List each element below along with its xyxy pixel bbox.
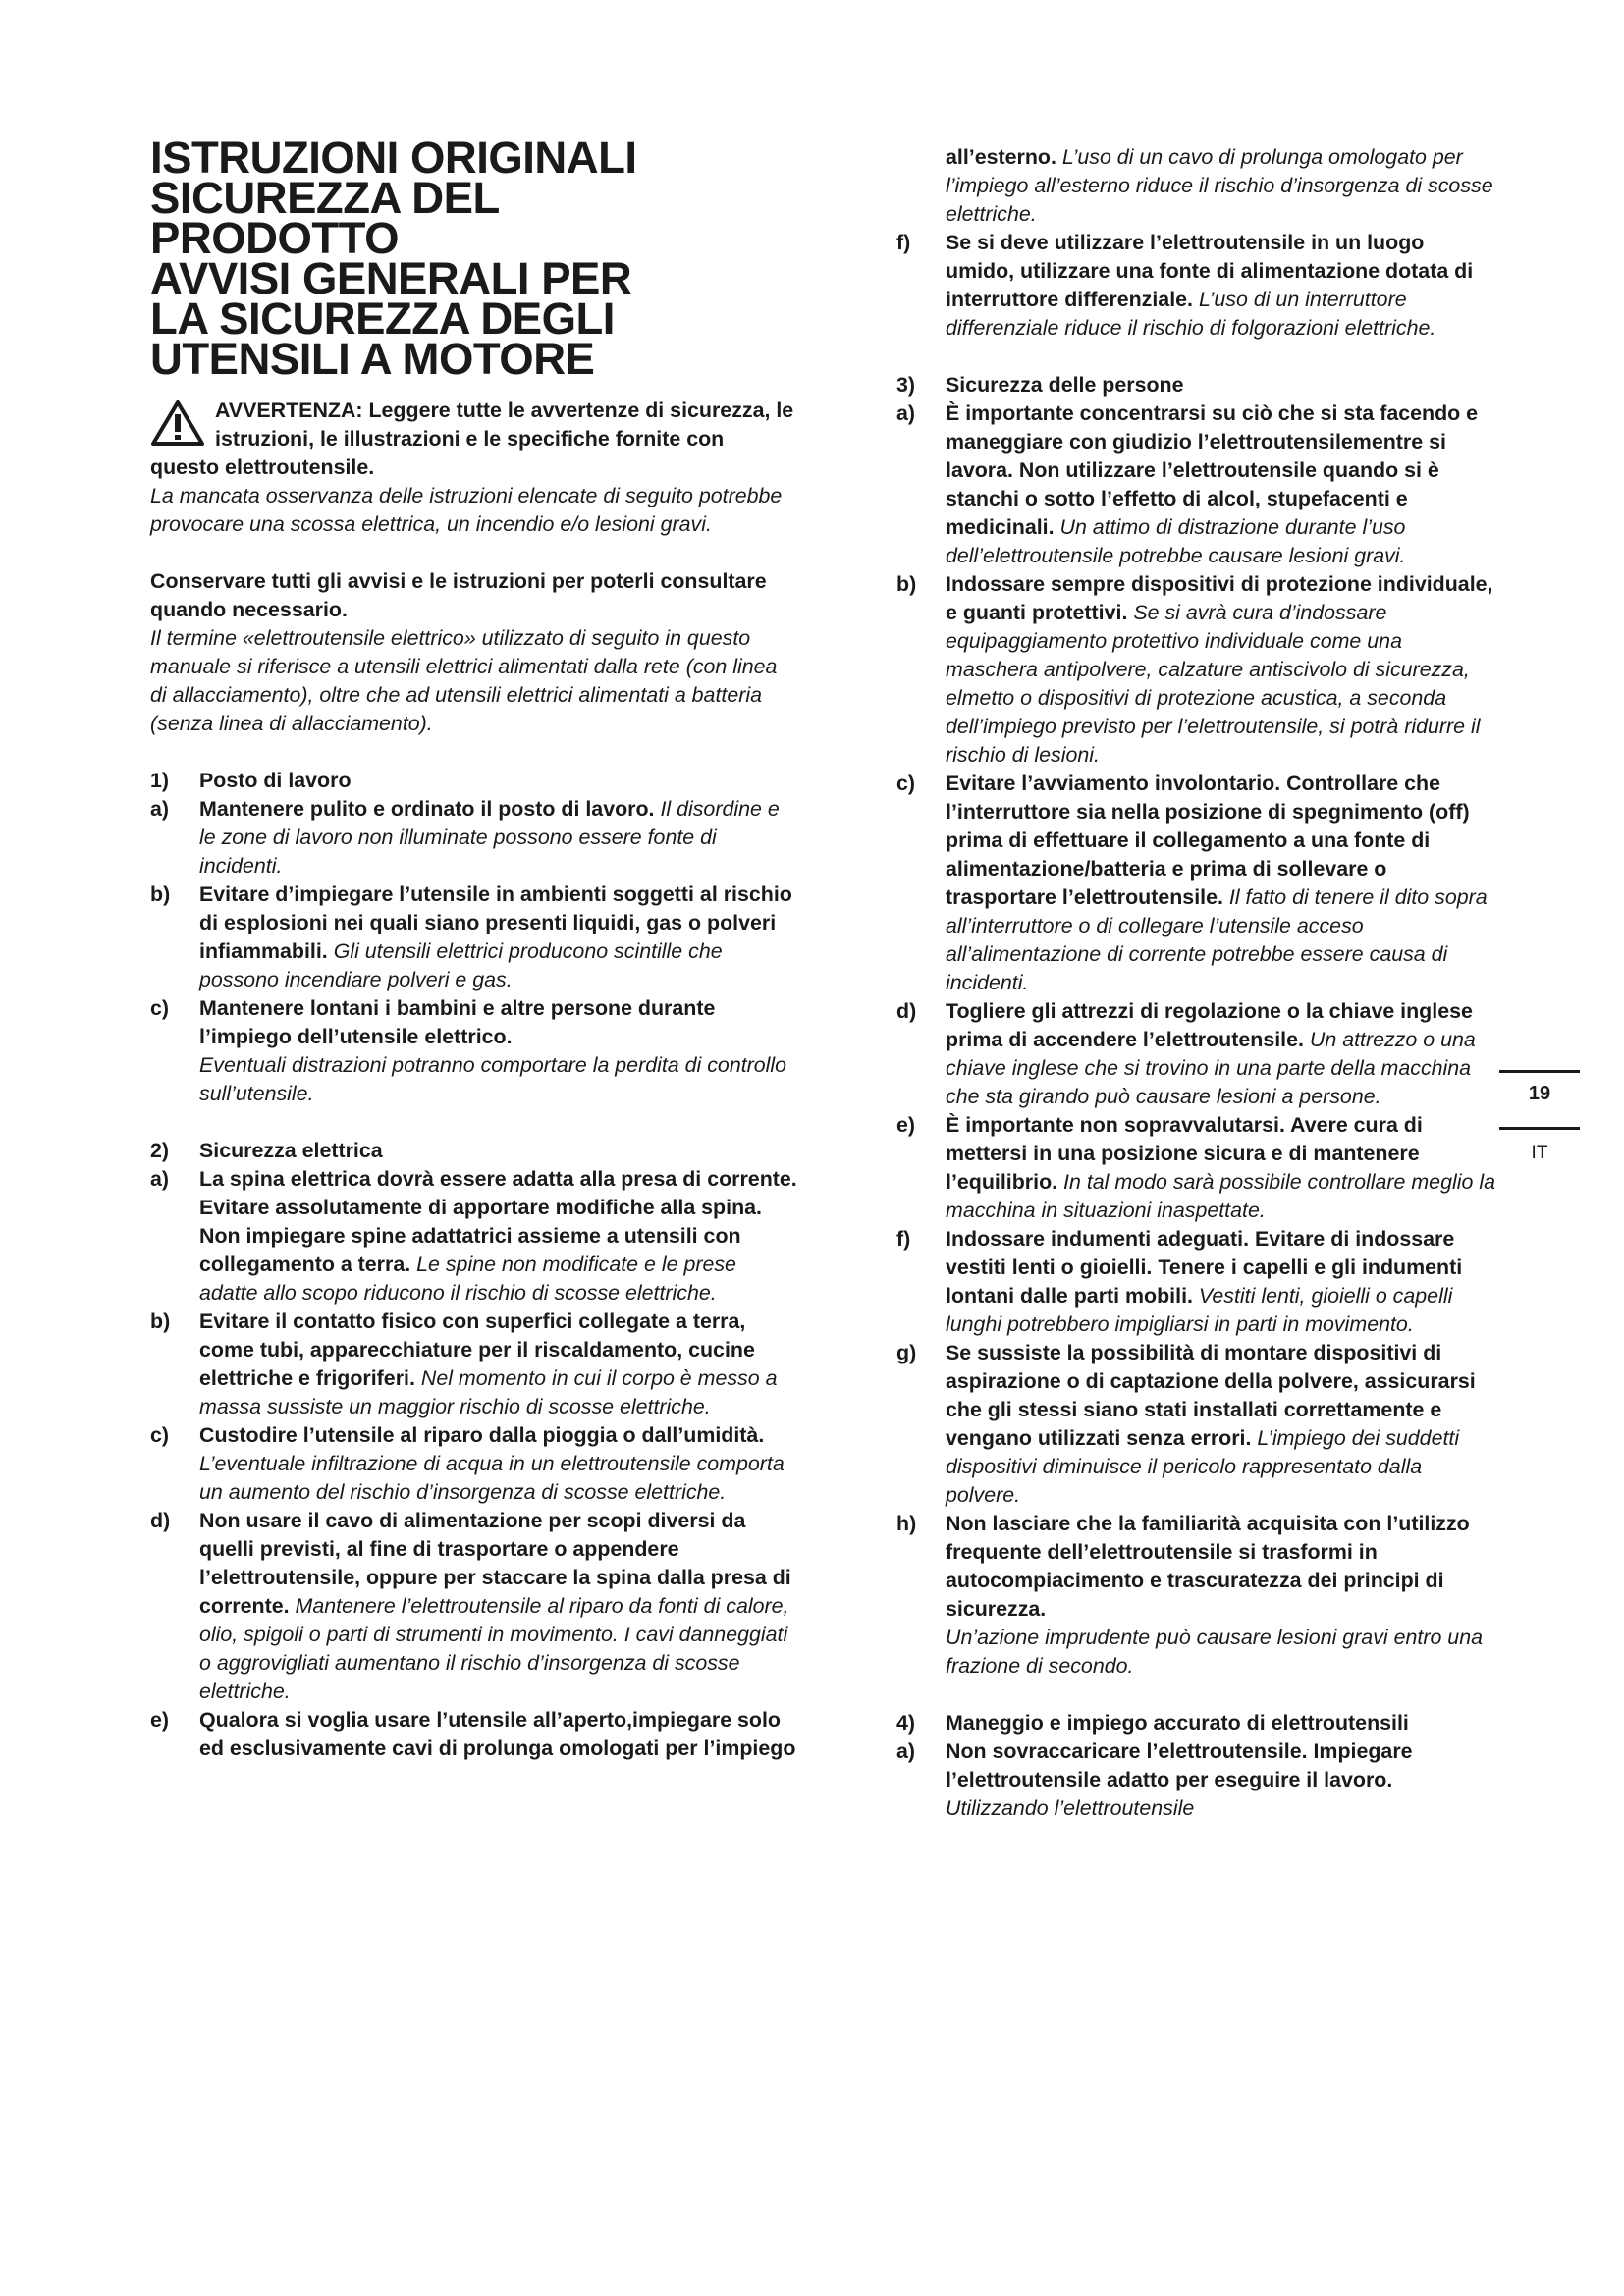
item-note: L’eventuale infiltrazione di acqua in un elettroutensile comporta un aumento del rischio d’insorgenza di scosse elettriche. [199, 1452, 785, 1504]
item-label: b) [896, 572, 917, 596]
item-bold: Togliere gli attrezzi di regolazione o la chiave inglese prima di accendere l’elettroutensile. [946, 999, 1473, 1051]
item-label: d) [896, 999, 917, 1023]
item-label: d) [150, 1509, 171, 1532]
list-item [896, 1737, 1495, 1823]
page-title [150, 133, 798, 384]
item-note: Il disordine e le zone di lavoro non illuminate possono essere fonte di incidenti. [199, 797, 780, 878]
list-item [150, 1507, 798, 1706]
item-label: c) [150, 1423, 170, 1447]
item-note: L’uso di un cavo di prolunga omologato per l’impiego all’esterno riduce il rischio d’insorgenza di scosse elettriche. [946, 145, 1493, 226]
item-bold: Mantenere pulito e ordinato il posto di lavoro. [199, 797, 655, 821]
item-note: L’uso di un interruttore differenziale riduce il rischio di folgorazioni elettriche. [946, 288, 1436, 340]
section-title: Maneggio e impiego accurato di elettroutensili [946, 1711, 1409, 1735]
item-bold: È importante concentrarsi su ciò che si sta facendo e maneggiare con giudizio l’elettroutensilementre si lavora. Non utilizzare l’elettroutensile quando si è stanchi o sotto l’effetto di alcol, stupefacenti e medicinali. [946, 401, 1479, 539]
list-item [150, 1706, 798, 1763]
item-note: L’impiego dei suddetti dispositivi diminuisce il pericolo rappresentato dalla polvere. [946, 1426, 1460, 1507]
item-label: c) [896, 772, 916, 795]
list-item-continuation [896, 143, 1495, 229]
list-item [150, 1165, 798, 1308]
item-bold: Indossare sempre dispositivi di protezione individuale, e guanti protettivi. [946, 572, 1493, 624]
section-title: Posto di lavoro [199, 769, 352, 792]
item-label: b) [150, 882, 171, 906]
item-note: Il fatto di tenere il dito sopra all’interruttore o di collegare l’utensile acceso all’alimentazione di corrente potrebbe essere causa di incidenti. [946, 885, 1488, 994]
list-item [150, 1308, 798, 1421]
item-note: Eventuali distrazioni potranno comportare la perdita di controllo sull’utensile. [199, 1053, 787, 1105]
item-note: Un attrezzo o una chiave inglese che si trovino in una parte della macchina che sta girando può causare lesioni a persone. [946, 1028, 1476, 1108]
item-label: c) [150, 996, 170, 1020]
page-marker-divider [1499, 1070, 1580, 1073]
item-bold: Evitare l’avviamento involontario. Controllare che l’interruttore sia nella posizione di spegnimento (off) prima di effettuare il collegamento a una fonte di alimentazione/batteria e prima di sollevare o trasportare l’elettroutensile. [946, 772, 1470, 909]
item-label: a) [150, 1167, 170, 1191]
item-note: Gli utensili elettrici producono scintille che possono incendiare polveri e gas. [199, 939, 723, 991]
section-number: 4) [896, 1711, 916, 1735]
language-code: IT [1531, 1143, 1548, 1163]
title-line: AVVISI GENERALI PER [150, 253, 632, 303]
item-note: Vestiti lenti, gioielli o capelli lunghi potrebbero impigliarsi in parti in movimento. [946, 1284, 1453, 1336]
title-line: LA SICUREZZA DEGLI [150, 294, 615, 344]
list-item [150, 994, 798, 1108]
section-heading [896, 1709, 1495, 1737]
item-bold: Evitare il contatto fisico con superfici collegate a terra, come tubi, apparecchiature per il riscaldamento, cucine elettriche e frigoriferi. [199, 1309, 755, 1390]
item-label: a) [896, 401, 916, 425]
right-column [896, 143, 1495, 1823]
title-line: SICUREZZA DEL [150, 173, 500, 223]
section-number: 2) [150, 1139, 170, 1162]
item-bold: Non lasciare che la familiarità acquisita con l’utilizzo frequente dell’elettroutensile si trasformi in autocompiacimento e trascuratezza dei principi di sicurezza. [946, 1512, 1470, 1621]
item-bold: Indossare indumenti adeguati. Evitare di indossare vestiti lenti o gioielli. Tenere i capelli e gli indumenti lontani dalle parti mobili. [946, 1227, 1463, 1308]
warning-text: AVVERTENZA: Leggere tutte le avvertenze di sicurezza, le istruzioni, le illustrazioni e le specifiche fornite con questo elettroutensile. [150, 399, 794, 479]
warning-note: La mancata osservanza delle istruzioni elencate di seguito potrebbe provocare una scossa elettrica, un incendio e/o lesioni gravi. [150, 484, 783, 536]
section-heading [150, 767, 798, 795]
list-item [896, 400, 1495, 570]
item-note: Le spine non modificate e le prese adatte allo scopo riducono il rischio di scosse elettriche. [199, 1253, 736, 1305]
list-item [150, 795, 798, 881]
item-label: e) [150, 1708, 170, 1732]
item-note: In tal modo sarà possibile controllare meglio la macchina in situazioni inaspettate. [946, 1170, 1495, 1222]
list-item [896, 1111, 1495, 1225]
item-bold: Non usare il cavo di alimentazione per scopi diversi da quelli previsti, al fine di trasportare o appendere l’elettroutensile, oppure per staccare la spina dalla presa di corrente. [199, 1509, 791, 1618]
item-note: Un’azione imprudente può causare lesioni gravi entro una frazione di secondo. [946, 1626, 1483, 1678]
list-item [896, 1225, 1495, 1339]
keep-instructions-note: Il termine «elettroutensile elettrico» utilizzato di seguito in questo manuale si riferisce a utensili elettrici alimentati dalla rete (con linea di allacciamento), oltre che ad utensili elettrici alimentati a batteria (senza linea di allacciamento). [150, 626, 778, 735]
title-line: UTENSILI A MOTORE [150, 334, 595, 384]
item-bold: Se si deve utilizzare l’elettroutensile in un luogo umido, utilizzare una fonte di alimentazione dotata di interruttore differenziale. [946, 231, 1474, 311]
item-note: Utilizzando l’elettroutensile [946, 1796, 1195, 1820]
item-label: h) [896, 1512, 917, 1535]
list-item [896, 229, 1495, 343]
list-item [150, 1421, 798, 1507]
item-bold: Evitare d’impiegare l’utensile in ambienti soggetti al rischio di esplosioni nei quali siano presenti liquidi, gas o polveri infiammabili. [199, 882, 792, 963]
keep-instructions [150, 567, 798, 738]
item-label: b) [150, 1309, 171, 1333]
item-label: e) [896, 1113, 916, 1137]
list-item [896, 997, 1495, 1111]
section-number: 3) [896, 373, 916, 397]
item-bold: Custodire l’utensile al riparo dalla pioggia o dall’umidità. [199, 1423, 765, 1447]
item-note: Un attimo di distrazione durante l’uso dell’elettroutensile potrebbe causare lesioni gravi. [946, 515, 1406, 567]
item-bold: all’esterno. [946, 145, 1056, 169]
left-column [150, 133, 798, 1763]
list-item [896, 1510, 1495, 1681]
item-bold: Se sussiste la possibilità di montare dispositivi di aspirazione o di captazione della polvere, assicurarsi che gli stessi siano stati installati correttamente e vengano utilizzati senza errori. [946, 1341, 1476, 1450]
item-note: Mantenere l’elettroutensile al riparo da fonti di calore, olio, spigoli o parti di strumenti in movimento. I cavi danneggiati o aggrovigliati aumentano il rischio d’insorgenza di scosse elettriche. [199, 1594, 789, 1703]
item-note: Nel momento in cui il corpo è messo a massa sussiste un maggior rischio di scosse elettriche. [199, 1366, 778, 1418]
list-item [896, 770, 1495, 997]
page-marker-divider [1499, 1127, 1580, 1130]
section-number: 1) [150, 769, 170, 792]
item-bold: Mantenere lontani i bambini e altre persone durante l’impiego dell’utensile elettrico. [199, 996, 716, 1048]
item-label: a) [150, 797, 170, 821]
item-label: f) [896, 1227, 911, 1251]
section-heading [896, 371, 1495, 400]
item-label: g) [896, 1341, 917, 1364]
warning-block [150, 397, 798, 539]
item-bold: La spina elettrica dovrà essere adatta alla presa di corrente. Evitare assolutamente di apportare modifiche alla spina. Non impiegare spine adattatrici assieme a utensili con collegamento a terra. [199, 1167, 797, 1276]
section-title: Sicurezza elettrica [199, 1139, 383, 1162]
list-item [896, 570, 1495, 770]
item-label: f) [896, 231, 911, 254]
item-bold: Non sovraccaricare l’elettroutensile. Impiegare l’elettroutensile adatto per eseguire il lavoro. [946, 1739, 1413, 1791]
list-item [896, 1339, 1495, 1510]
section-heading [150, 1137, 798, 1165]
page-number: 19 [1528, 1083, 1551, 1104]
section-title: Sicurezza delle persone [946, 373, 1184, 397]
title-line: ISTRUZIONI ORIGINALI [150, 133, 637, 183]
list-item [150, 881, 798, 994]
warning-triangle-icon [150, 400, 205, 447]
item-label: a) [896, 1739, 916, 1763]
title-line: PRODOTTO [150, 213, 400, 263]
item-bold: È importante non sopravvalutarsi. Avere cura di mettersi in una posizione sicura e di mantenere l’equilibrio. [946, 1113, 1423, 1194]
item-bold: Qualora si voglia usare l’utensile all’aperto,impiegare solo ed esclusivamente cavi di prolunga omologati per l’impiego [199, 1708, 796, 1760]
item-note: Se si avrà cura d’indossare equipaggiamento protettivo individuale come una maschera antipolvere, calzature antiscivolo di sicurezza, elmetto o dispositivi di protezione acustica, a seconda dell’impiego previsto per l’elettroutensile, si potrà ridurre il rischio di lesioni. [946, 601, 1481, 767]
keep-instructions-bold: Conservare tutti gli avvisi e le istruzioni per poterli consultare quando necessario. [150, 569, 767, 621]
